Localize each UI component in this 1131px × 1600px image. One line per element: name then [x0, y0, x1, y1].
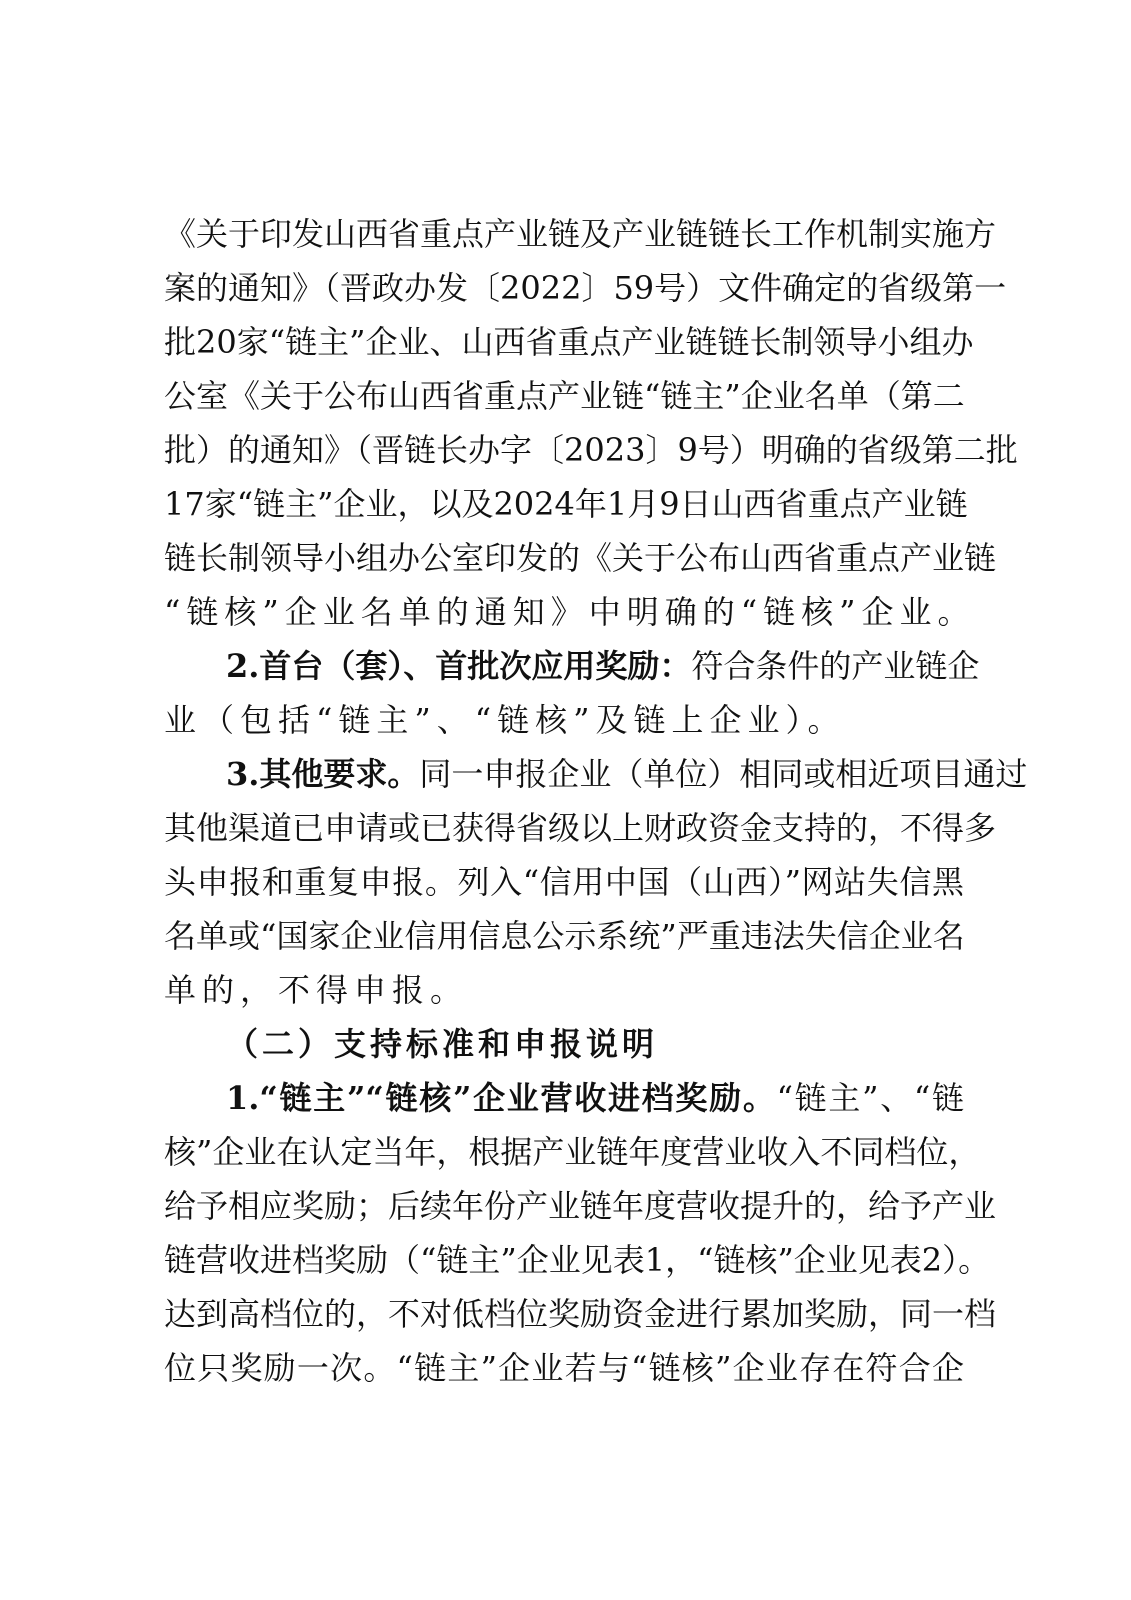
paragraph-line: 《关于印发山西省重点产业链及产业链链长工作机制实施方 [164, 215, 997, 253]
paragraph-line: 给予相应奖励；后续年份产业链年度营收提升的，给予产业 [164, 1187, 997, 1225]
item-2-text: 符合条件的产业链企 [691, 647, 980, 685]
item-2-line [226, 640, 980, 692]
item-s1-heading: 1.“链主”“链核”企业营收进档奖励。 [226, 1079, 777, 1117]
paragraph-line: 达到高档位的，不对低档位奖励资金进行累加奖励，同一档 [164, 1295, 997, 1333]
paragraph-line: 其他渠道已申请或已获得省级以上财政资金支持的，不得多 [164, 809, 997, 847]
paragraph-line: 批）的通知》（晋链长办字〔2023〕9号）明确的省级第二批 [164, 431, 1018, 469]
item-2-heading: 2.首台（套）、首批次应用奖励： [226, 647, 692, 685]
paragraph-line: 案的通知》（晋政办发〔2022〕59号）文件确定的省级第一 [164, 269, 1007, 307]
paragraph-line: 核”企业在认定当年，根据产业链年度营业收入不同档位， [164, 1133, 981, 1171]
paragraph-line: 单的，不得申报。 [164, 971, 469, 1009]
paragraph-line: 公室《关于公布山西省重点产业链“链主”企业名单（第二 [164, 377, 965, 415]
paragraph-line: 头申报和重复申报。列入“信用中国（山西）”网站失信黑 [164, 863, 964, 901]
item-3-text: 同一申报企业（单位）相同或相近项目通过 [419, 755, 1028, 793]
paragraph-line: 名单或“国家企业信用信息公示系统”严重违法失信企业名 [164, 917, 965, 955]
item-s1-text: “链主”、“链 [776, 1079, 964, 1117]
paragraph-line: “链核”企业名单的通知》中明确的“链核”企业。 [164, 593, 976, 631]
paragraph-line: 批20家“链主”企业、山西省重点产业链链长制领导小组办 [164, 323, 974, 361]
paragraph-line: 业（包括“链主”、“链核”及链上企业）。 [164, 701, 846, 739]
item-3-line [226, 748, 1028, 800]
section-heading: （二）支持标准和申报说明 [226, 1025, 659, 1063]
item-3-heading: 3.其他要求。 [226, 755, 420, 793]
paragraph-line: 17家“链主”企业，以及2024年1月9日山西省重点产业链 [164, 485, 968, 523]
paragraph-line: 位只奖励一次。“链主”企业若与“链核”企业存在符合企 [164, 1349, 964, 1387]
paragraph-line: 链营收进档奖励（“链主”企业见表1，“链核”企业见表2）。 [164, 1241, 991, 1279]
item-s1-line [226, 1072, 964, 1124]
paragraph-line: 链长制领导小组办公室印发的《关于公布山西省重点产业链 [164, 539, 997, 577]
